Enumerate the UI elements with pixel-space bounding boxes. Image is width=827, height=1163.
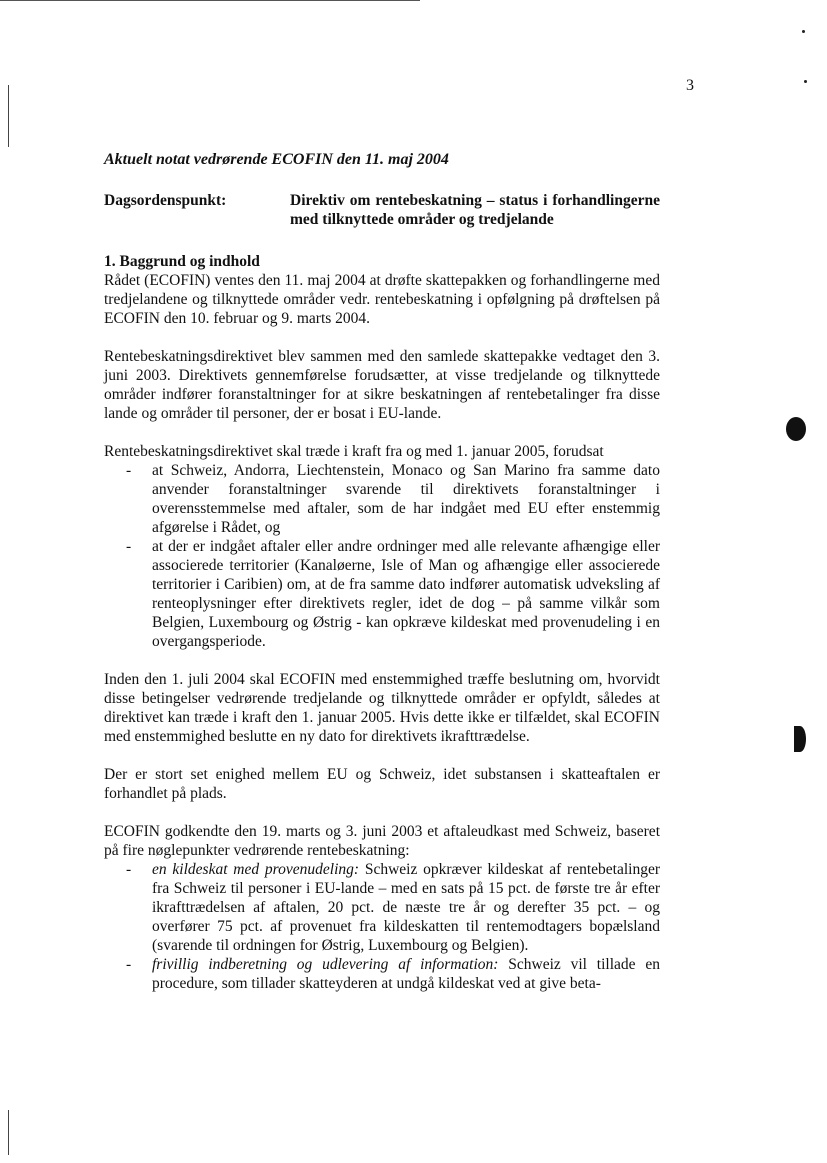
scan-speck xyxy=(804,80,807,83)
punch-hole xyxy=(794,726,806,752)
paragraph: Der er stort set enighed mellem EU og Schweiz, idet substansen i skatteaftalen er forhandlet på plads. xyxy=(104,766,660,802)
key-point-term: frivillig indberetning og udlevering af information: xyxy=(152,956,499,973)
list-item: - at Schweiz, Andorra, Liechtenstein, Monaco og San Marino fra samme dato anvender foranstaltninger svarende til direktivets foranstaltninger i overensstemmelse med aftaler, som de har indgået med EU efter enstemmig afgørelse i Rådet, og xyxy=(104,461,660,537)
paragraph: Rådet (ECOFIN) ventes den 11. maj 2004 at drøfte skattepakken og forhandlingerne med tredjelandene og tilknyttede områder vedr. rentebeskatning i opfølgning på drøftelsen på ECOFIN den 10. februar og 9. marts 2004. xyxy=(104,272,660,327)
punch-hole xyxy=(786,417,806,441)
agenda-label: Dagsordenspunkt: xyxy=(104,192,227,209)
paragraph: Rentebeskatningsdirektivet blev sammen med den samlede skattepakke vedtaget den 3. juni 2003. Direktivets gennemførelse forudsætter, at visse tredjelande og tilknyttede områder indfører foranstaltninger for at sikre beskatningen af rentebetalinger fra disse lande og områder til personer, der er bosat i EU-lande. xyxy=(104,348,660,422)
scan-speck xyxy=(802,30,805,33)
paragraph: Inden den 1. juli 2004 skal ECOFIN med enstemmighed træffe beslutning om, hvorvidt disse betingelser vedrørende tredjelande og tilknyttede områder er opfyldt, således at direktivet kan træde i kraft den 1. januar 2005. Hvis dette ikke er tilfældet, skal ECOFIN med enstemmighed beslutte en ny dato for direktivets ikrafttrædelse. xyxy=(104,671,660,745)
agenda-text: Direktiv om rentebeskatning – status i forhandlingerne med tilknyttede områder og tredjelande xyxy=(290,192,660,228)
list-item: - at der er indgået aftaler eller andre ordninger med alle relevante afhængige eller associerede territorier (Kanaløerne, Isle of Man og afhængige eller associerede territorier i Caribien) om, at de fra samme dato indfører automatisk udveksling af renteoplysninger efter direktivets regler, idet de dog – på samme vilkår som Belgien, Luxembourg og Østrig - kan opkræve kildeskat med provenudeling i en overgangsperiode. xyxy=(104,537,660,651)
list-item xyxy=(104,955,660,993)
key-point-text: Schweiz vil tillade en procedure, som tillader skatteyderen at undgå kildeskat ved at give beta- xyxy=(152,956,660,992)
paragraph: ECOFIN godkendte den 19. marts og 3. juni 2003 et aftaleudkast med Schweiz, baseret på fire nøglepunkter vedrørende rentebeskatning: xyxy=(104,823,660,859)
page-number: 3 xyxy=(686,77,694,94)
agenda-item xyxy=(104,191,660,229)
scan-margin-line xyxy=(8,85,9,147)
key-point-term: en kildeskat med provenudeling: xyxy=(152,861,360,878)
key-point-text: Schweiz opkræver kildeskat af rentebetalinger fra Schweiz til personer i EU-lande – med en sats på 15 pct. de første tre år efter ikrafttrædelsen af aftalen, 20 pct. de næste tre år og derefter 35 pct. – og overfører 75 pct. af provenuet fra kildeskatten til rentemodtagers bopælsland (svarende til ordningen for Østrig, Luxembourg og Belgien). xyxy=(152,861,661,954)
list-item xyxy=(104,860,660,955)
document-body xyxy=(104,150,660,993)
section-heading: 1. Baggrund og indhold xyxy=(104,253,260,270)
key-points-list xyxy=(104,860,660,993)
memo-title: Aktuelt notat vedrørende ECOFIN den 11. maj 2004 xyxy=(104,151,449,168)
top-edge-line xyxy=(0,0,420,1)
paragraph: Rentebeskatningsdirektivet skal træde i kraft fra og med 1. januar 2005, forudsat xyxy=(104,443,604,460)
scan-margin-line xyxy=(8,1110,9,1155)
conditions-list xyxy=(104,461,660,651)
